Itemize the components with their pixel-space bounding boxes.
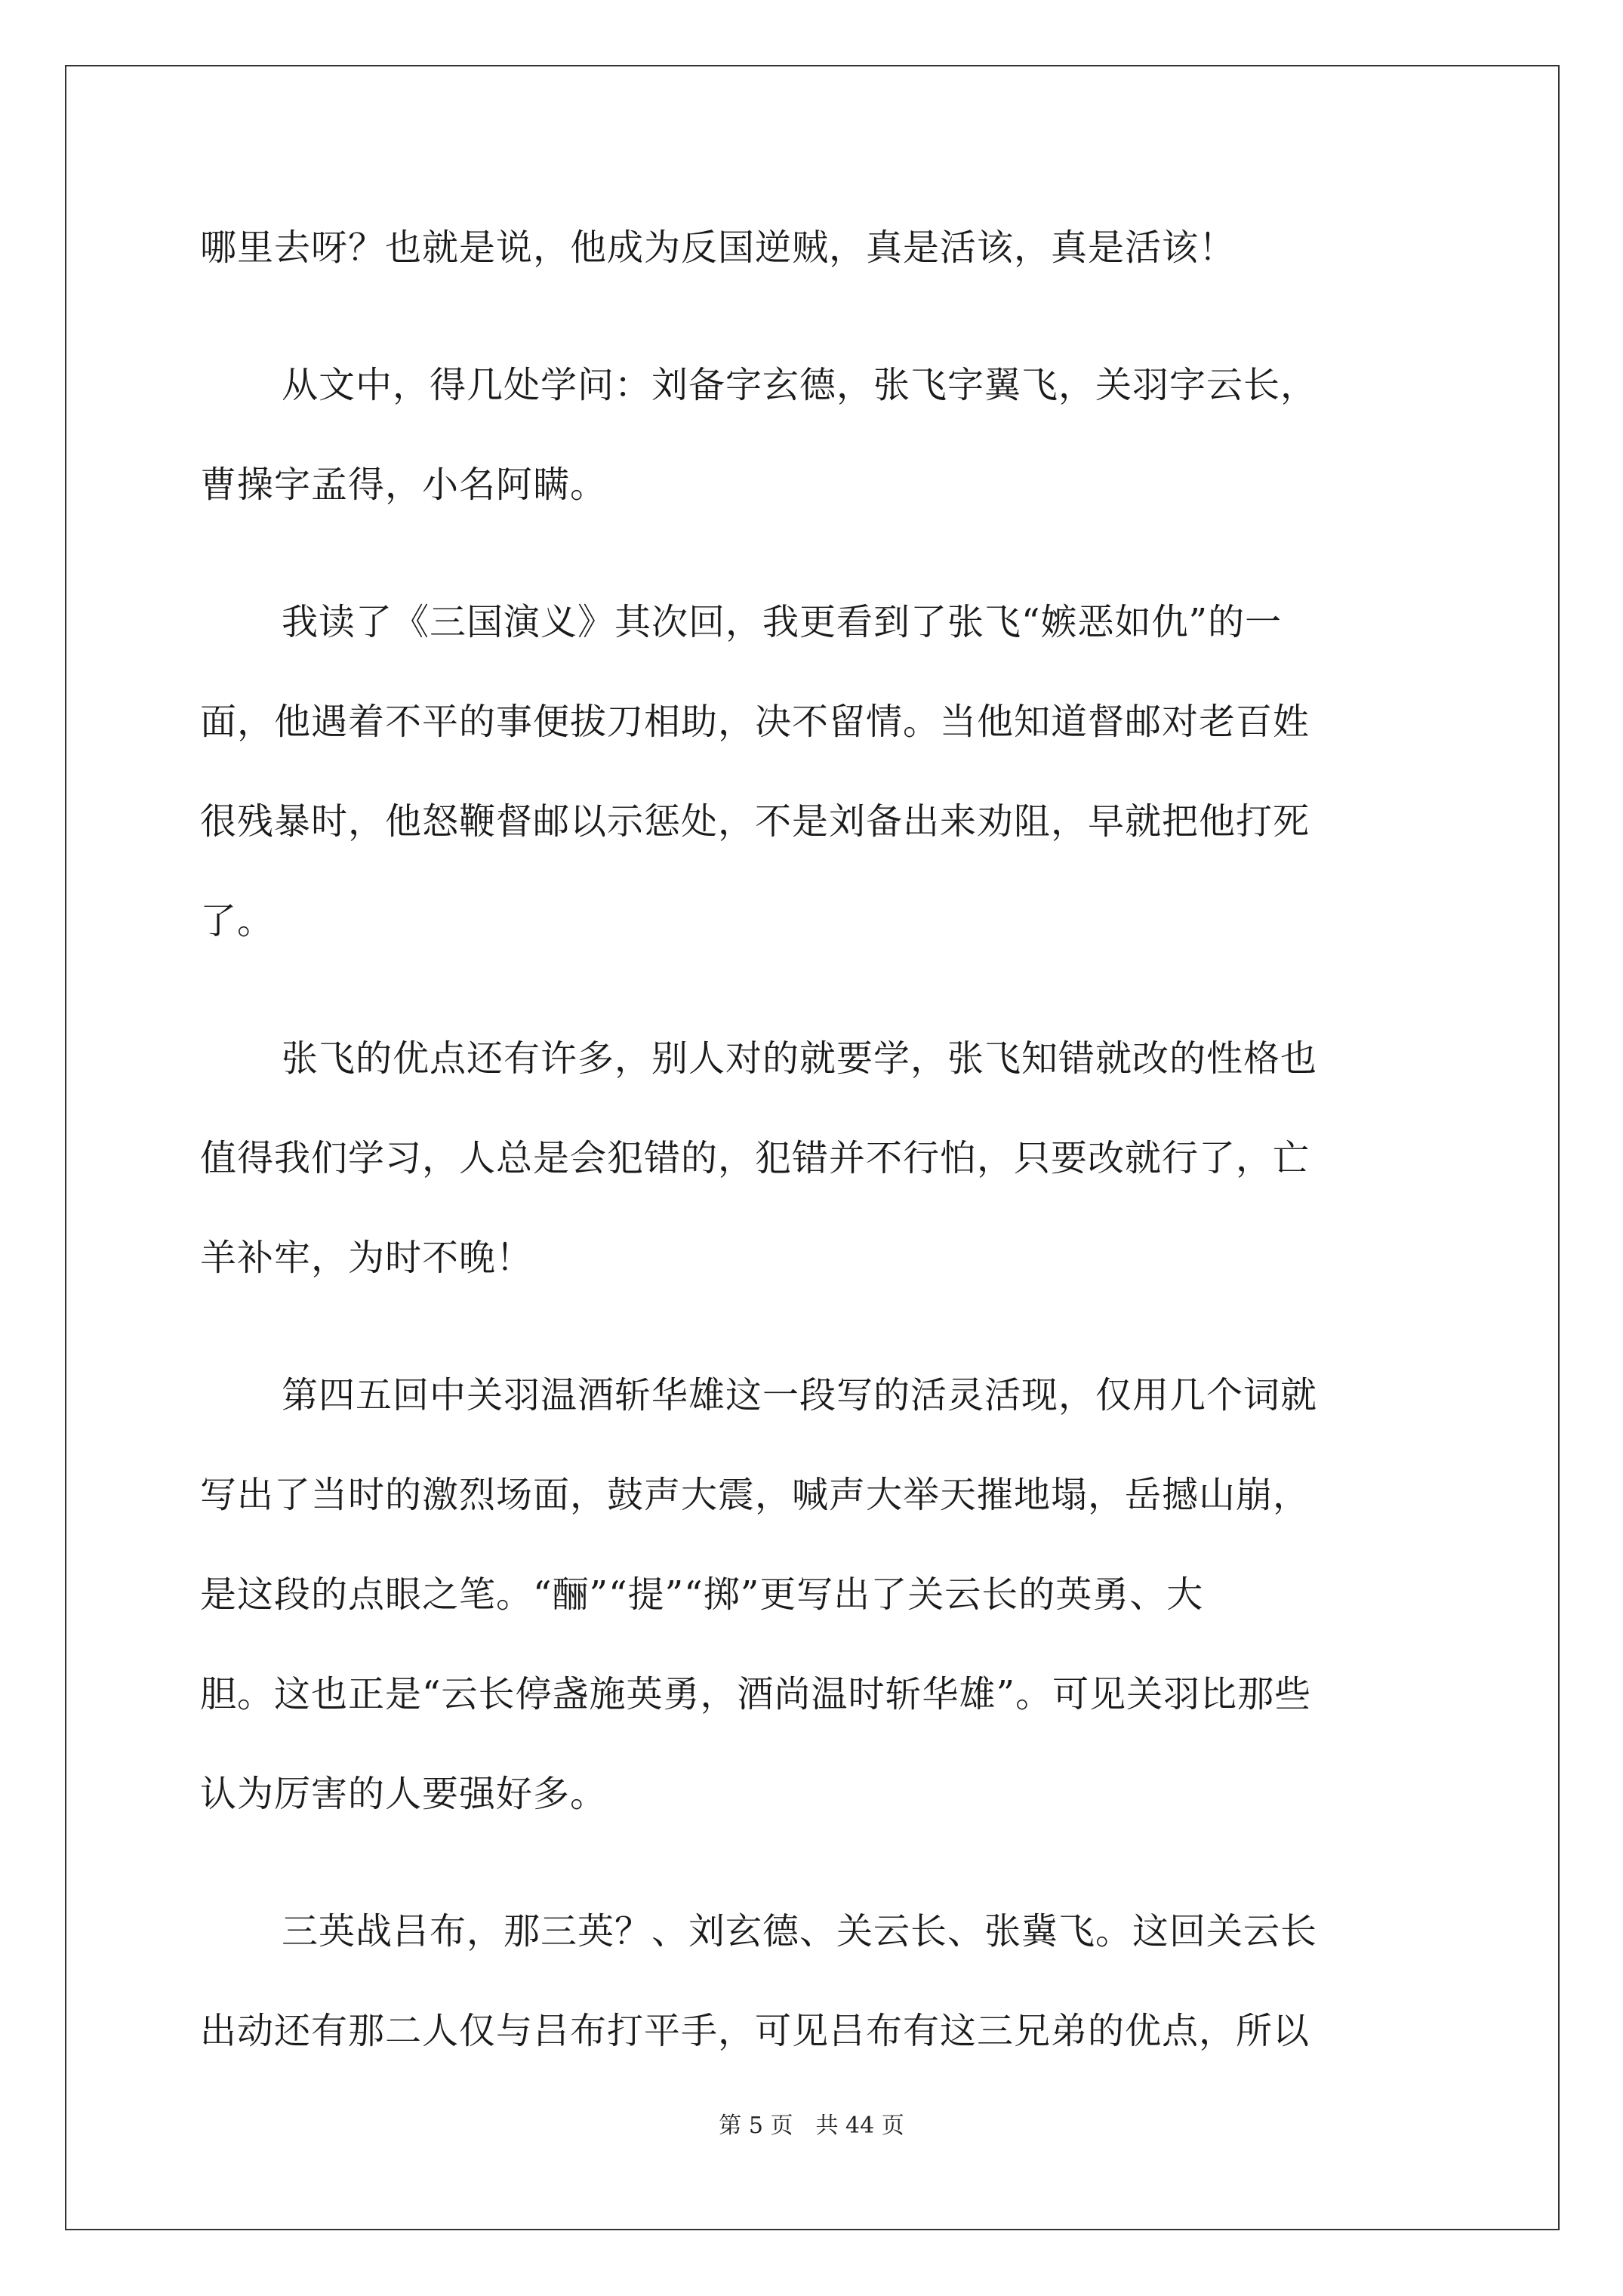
text-line: 值得我们学习，人总是会犯错的，犯错并不行怕，只要改就行了，亡 bbox=[200, 1137, 1310, 1179]
text-line: 出动还有那二人仅与吕布打平手，可见吕布有这三兄弟的优点，所以 bbox=[200, 2010, 1310, 2052]
paragraph bbox=[200, 1361, 1431, 1829]
paragraph bbox=[200, 587, 1431, 956]
text-line: 写出了当时的激烈场面，鼓声大震，喊声大举天摧地塌，岳撼山崩， bbox=[200, 1474, 1310, 1516]
paragraph bbox=[200, 1897, 1431, 2066]
text-line: 我读了《三国演义》其次回，我更看到了张飞“嫉恶如仇”的一 bbox=[282, 601, 1283, 643]
document-body bbox=[200, 213, 1431, 2066]
text-line: 很残暴时，他怒鞭督邮以示惩处，不是刘备出来劝阻，早就把他打死 bbox=[200, 800, 1310, 843]
text-line: 认为厉害的人要强好多。 bbox=[200, 1773, 608, 1815]
text-line: 胆。这也正是“云长停盏施英勇，酒尚温时斩华雄”。可见关羽比那些 bbox=[200, 1673, 1312, 1715]
page-footer bbox=[0, 2106, 1623, 2140]
text-line: 三英战吕布，那三英？、刘玄德、关云长、张冀飞。这回关云长 bbox=[282, 1910, 1318, 1952]
text-line: 曹操字孟得，小名阿瞒。 bbox=[200, 464, 608, 506]
page-total: 共 44 页 bbox=[815, 2113, 904, 2139]
text-line: 是这段的点眼之笔。“酾”“提”“掷”更写出了关云长的英勇、大 bbox=[200, 1573, 1204, 1616]
text-line: 从文中，得几处学问：刘备字玄德，张飞字翼飞，关羽字云长， bbox=[282, 364, 1318, 406]
text-line: 羊补牢，为时不晚！ bbox=[200, 1237, 534, 1279]
paragraph bbox=[200, 1024, 1431, 1293]
text-line: 面，他遇着不平的事便拔刀相助，决不留情。当他知道督邮对老百姓 bbox=[200, 701, 1310, 743]
paragraph bbox=[200, 213, 1431, 282]
text-line: 第四五回中关羽温酒斩华雄这一段写的活灵活现，仅用几个词就 bbox=[282, 1374, 1318, 1416]
paragraph bbox=[200, 350, 1431, 519]
text-line: 哪里去呀？也就是说，他成为反国逆贼，真是活该，真是活该！ bbox=[200, 227, 1236, 269]
text-line: 张飞的优点还有许多，别人对的就要学，张飞知错就改的性格也 bbox=[282, 1037, 1318, 1080]
text-line: 了。 bbox=[200, 900, 275, 942]
page-number: 第 5 页 bbox=[719, 2113, 793, 2139]
